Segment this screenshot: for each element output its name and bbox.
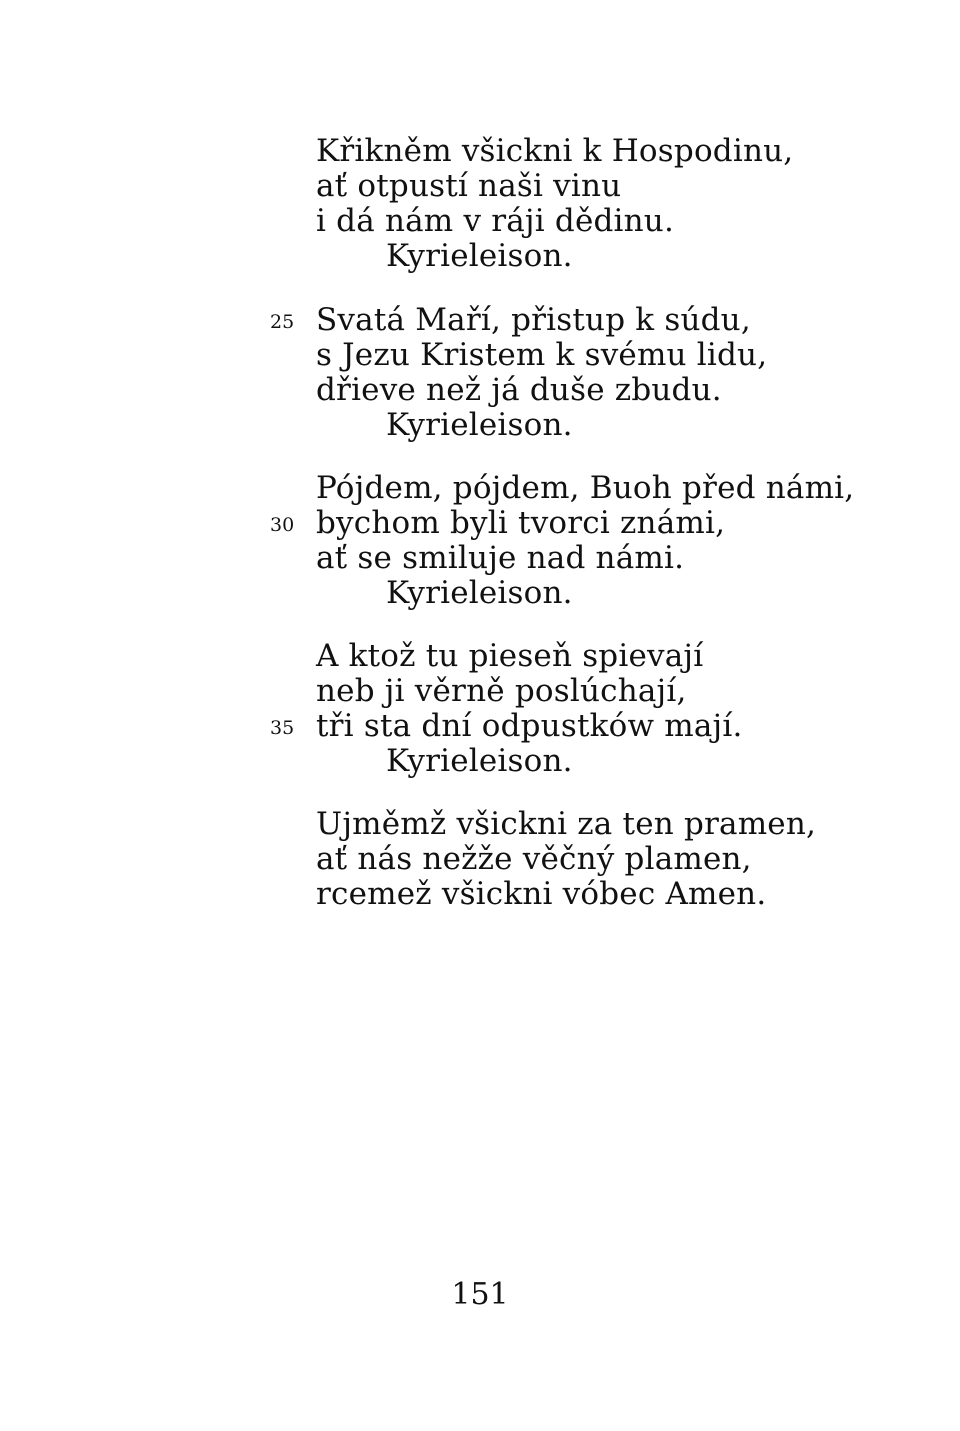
verse-line: ať nás nežže věčný plamen, xyxy=(316,841,752,877)
line-number: 35 xyxy=(270,717,295,739)
verse-line: Pójdem, pójdem, Buoh před námi, xyxy=(316,470,855,506)
verse-line: A ktož tu pieseň spievají xyxy=(316,638,704,674)
line-number: 30 xyxy=(270,514,295,536)
refrain-line: Kyrieleison. xyxy=(386,238,573,274)
verse-line: Křikněm všickni k Hospodinu, xyxy=(316,133,794,169)
verse-line: i dá nám v ráji dědinu. xyxy=(316,203,675,239)
verse-line: bychom byli tvorci známi, xyxy=(316,505,726,541)
verse-line: neb ji věrně poslúchají, xyxy=(316,673,687,709)
verse-line: dřieve než já duše zbudu. xyxy=(316,372,722,408)
verse-line: Ujměmž všickni za ten pramen, xyxy=(316,806,817,842)
page-number: 151 xyxy=(451,1277,509,1312)
verse-line: tři sta dní odpustków mají. xyxy=(316,708,743,744)
verse-line: Svatá Maří, přistup k súdu, xyxy=(316,302,751,338)
verse-line: ať otpustí naši vinu xyxy=(316,168,622,204)
refrain-line: Kyrieleison. xyxy=(386,575,573,611)
verse-line: s Jezu Kristem k svému lidu, xyxy=(316,337,768,373)
verse-line: ať se smiluje nad námi. xyxy=(316,540,685,576)
refrain-line: Kyrieleison. xyxy=(386,743,573,779)
verse-line: rcemež všickni vóbec Amen. xyxy=(316,876,767,912)
line-number: 25 xyxy=(270,311,295,333)
refrain-line: Kyrieleison. xyxy=(386,407,573,443)
